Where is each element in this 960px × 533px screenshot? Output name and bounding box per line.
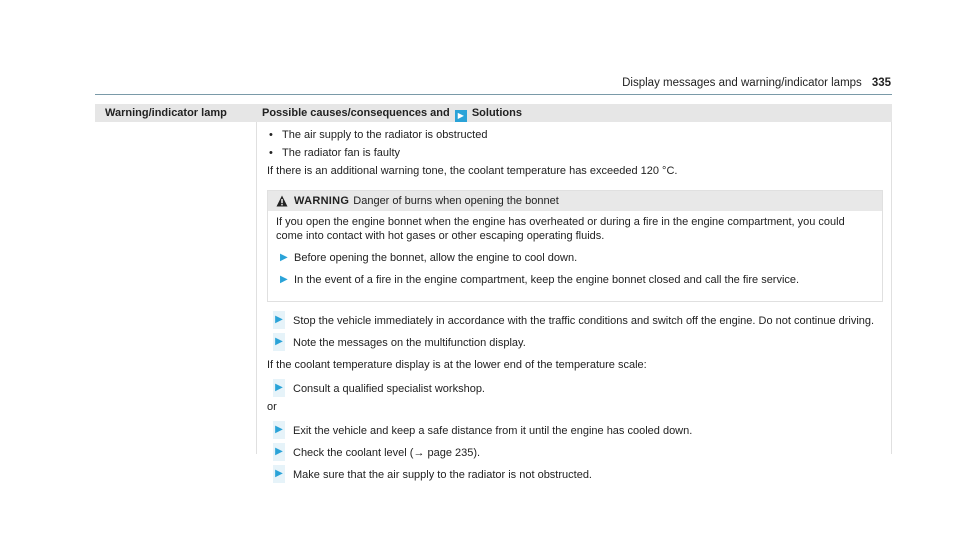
warning-lamp-table <box>95 104 892 481</box>
action-step: ▶ Make sure that the air supply to the radiator is not obstructed. <box>267 468 883 482</box>
action-step: ▶ Check the coolant level (→ page 235). <box>267 446 883 460</box>
heading-solutions-text: Solutions <box>471 107 522 119</box>
step-arrow-icon: ▶ <box>273 443 285 461</box>
warning-body <box>268 211 882 301</box>
tone-note: If there is an additional warning tone, the coolant temperature has exceeded 120 °C. <box>267 165 678 177</box>
step-arrow-icon: ▶ <box>273 379 285 397</box>
column-heading-solutions <box>262 107 522 122</box>
cause-item: • The radiator fan is faulty <box>269 147 401 159</box>
solutions-cell <box>267 128 883 490</box>
warning-label: WARNING <box>294 195 350 207</box>
table-header-row <box>95 104 892 122</box>
cause-item: • The air supply to the radiator is obstructed <box>269 129 488 141</box>
warning-text: If you open the engine bonnet when the engine has overheated or during a fire in the engine compartment, you could come into contact with hot gases or other escaping operating fluids. <box>276 216 845 242</box>
action-step: ▶ Stop the vehicle immediately in accordance with the traffic conditions and switch off the engine. Do not continue driving. <box>267 314 883 328</box>
warning-triangle-icon <box>276 195 288 207</box>
header-title: Display messages and warning/indicator lamps <box>622 77 862 89</box>
table-right-border <box>891 122 892 454</box>
warning-step: ▶ In the event of a fire in the engine compartment, keep the engine bonnet closed and call the fire service. <box>280 274 800 286</box>
running-header <box>622 77 891 89</box>
warning-box <box>267 190 883 302</box>
action-step: ▶ Note the messages on the multifunction display. <box>267 336 883 350</box>
step-arrow-icon: ▶ <box>273 311 285 329</box>
warning-header <box>268 191 882 211</box>
step-arrow-icon: ▶ <box>280 252 288 263</box>
gauge-note: If the coolant temperature display is at the lower end of the temperature scale: <box>267 359 647 371</box>
or-text: or <box>267 401 277 413</box>
step-arrow-icon: ▶ <box>273 421 285 439</box>
column-divider <box>256 122 257 454</box>
heading-causes-text: Possible causes/consequences and <box>262 107 450 119</box>
step-arrow-icon: ▶ <box>273 465 285 483</box>
column-heading-lamp: Warning/indicator lamp <box>105 107 227 119</box>
solution-arrow-icon: ▶ <box>455 110 467 122</box>
warning-title: Danger of burns when opening the bonnet <box>353 195 559 207</box>
bullet-icon: • <box>269 147 273 159</box>
header-rule <box>95 94 892 95</box>
action-step: ▶ Exit the vehicle and keep a safe distance from it until the engine has cooled down. <box>267 424 883 438</box>
step-arrow-icon: ▶ <box>280 274 288 285</box>
bullet-icon: • <box>269 129 273 141</box>
action-step: ▶ Consult a qualified specialist workshop. <box>267 382 883 396</box>
warning-step: ▶ Before opening the bonnet, allow the engine to cool down. <box>280 252 578 264</box>
page-number: 335 <box>871 77 891 89</box>
step-arrow-icon: ▶ <box>273 333 285 351</box>
